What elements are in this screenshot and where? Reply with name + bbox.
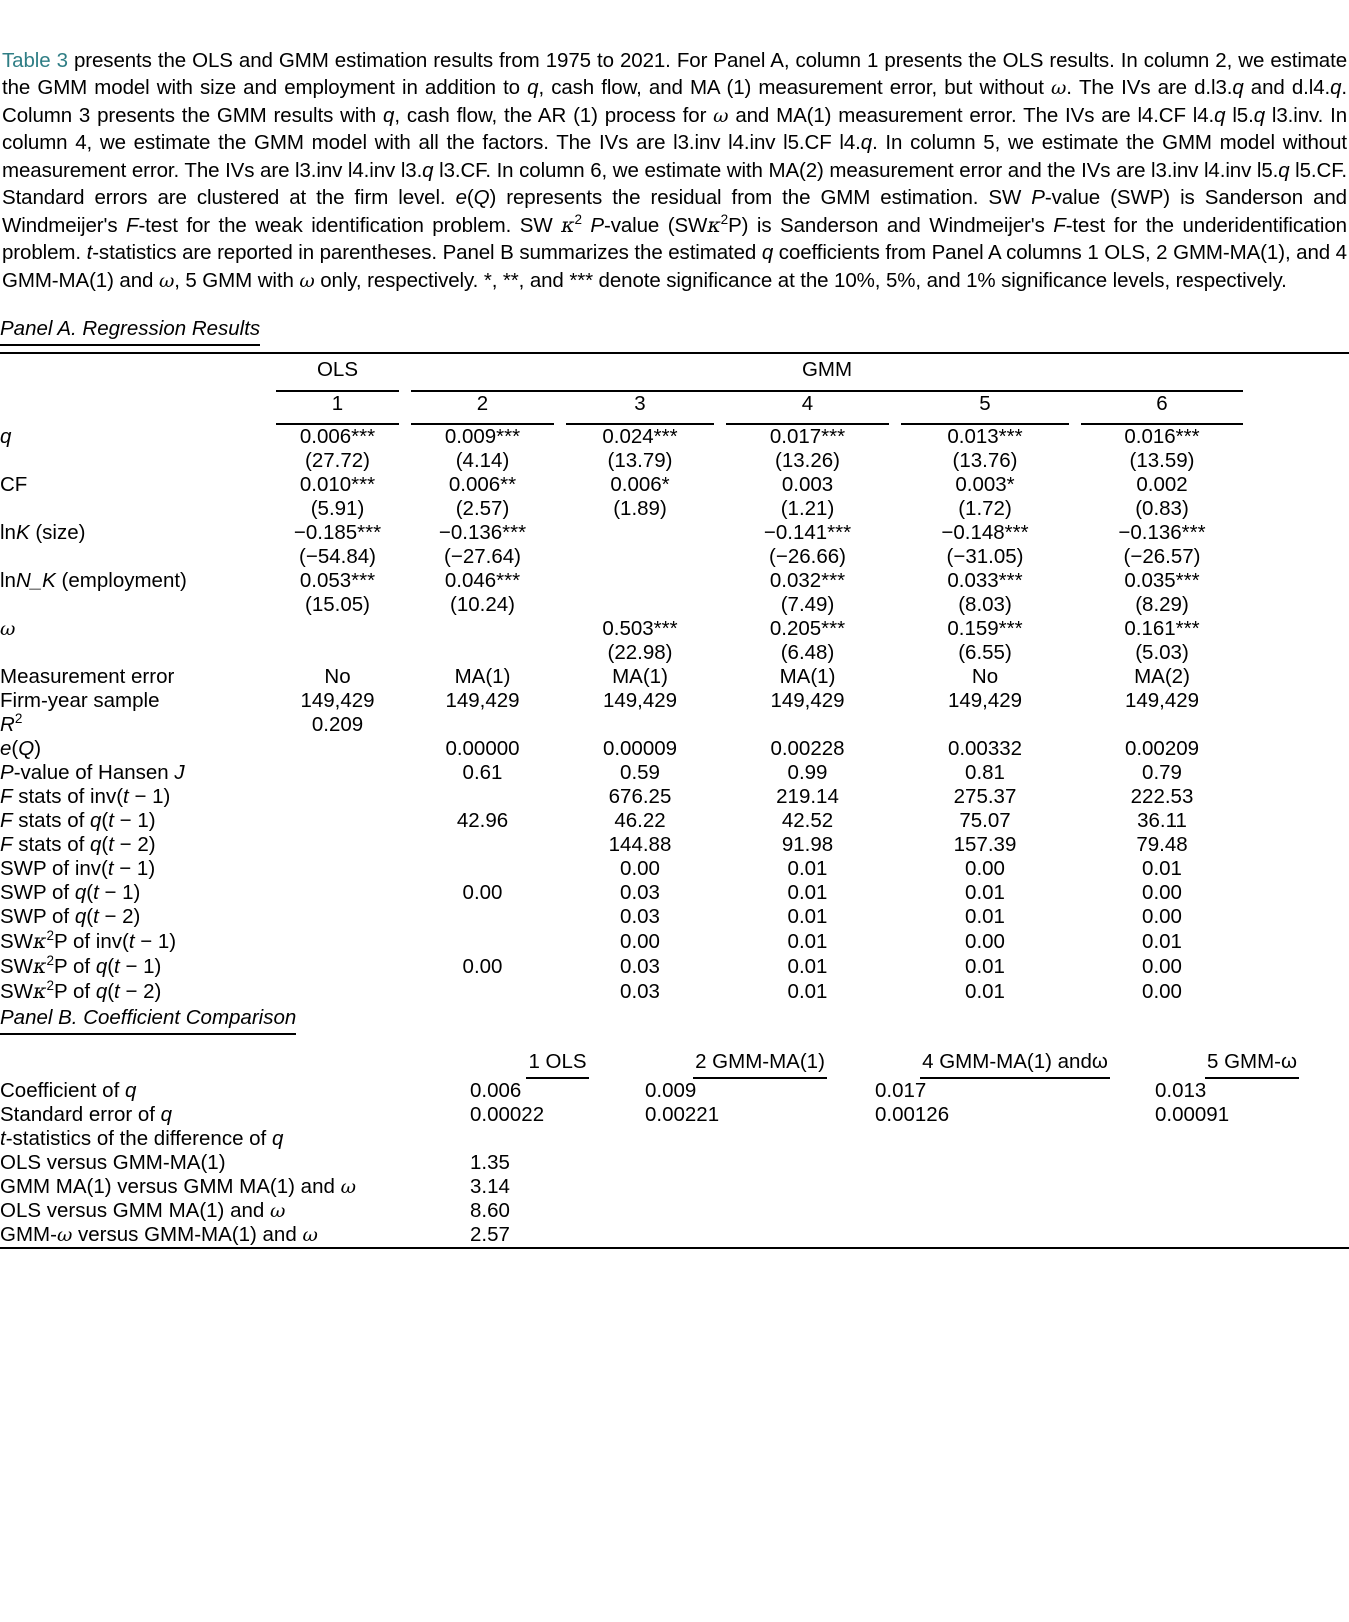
- caption-body: presents the OLS and GMM estimation results from 1975 to 2021. For Panel A, column 1 presents the OLS results. In column 2, we estimate the GMM model with size and employment in addition to q, cash flow, and MA (1) measurement error, but without ω. The IVs are d.l3.q and d.l4.q. Column 3 presents the GMM results with q, cash flow, the AR (1) process for ω and MA(1) measurement error. The IVs are l4.CF l4.q l5.q l3.inv. In column 4, we estimate the GMM model with all the factors. The IVs are l3.inv l4.inv l5.CF l4.q. In column 5, we estimate the GMM model without measurement error. The IVs are l3.inv l4.inv l3.q l3.CF. In column 6, we estimate with MA(2) measurement error and the IVs are l3.inv l4.inv l5.q l5.CF. Standard errors are clustered at the firm level. e(Q) represents the residual from the GMM estimation. SW P-value (SWP) is Sanderson and Windmeijer's F-test for the weak identification problem. SW $\kappa^2$ P-value (SWκ$^2$P) is Sanderson and Windmeijer's F-test for the underidentification problem. t-statistics are reported in parentheses. Panel B summarizes the estimated q coefficients from Panel A columns 1 OLS, 2 GMM-MA(1), and 4 GMM-MA(1) and ω, 5 GMM with ω only, respectively. *, **, and *** denote significance at the 10%, 5%, and 1% significance levels, respectively.: [2, 48, 1348, 292]
- col-header-5: 5: [979, 391, 991, 415]
- panel-b-cell: [875, 1127, 1155, 1151]
- tstat-cell: (−27.64): [444, 544, 521, 568]
- table-row: [0, 833, 1349, 857]
- coef-cell: 0.032***: [769, 568, 846, 592]
- stat-cell: 0.00: [965, 929, 1005, 953]
- coef-cell: [560, 569, 720, 593]
- stat-cell: 42.52: [781, 808, 834, 832]
- stat-cell: 91.98: [781, 832, 834, 856]
- column-number-rule-row: [0, 416, 1349, 425]
- panel-b-cell: 0.00221: [645, 1102, 720, 1126]
- table-row: [0, 761, 1349, 785]
- coef-cell: [270, 617, 405, 641]
- coef-cell: 0.016***: [1124, 424, 1200, 448]
- stat-cell: [270, 761, 405, 785]
- stat-cell: 144.88: [608, 832, 672, 856]
- coef-cell: 0.033***: [947, 568, 1023, 592]
- stat-cell: 676.25: [608, 784, 672, 808]
- table-row: [0, 593, 1349, 617]
- stat-cell: [405, 929, 560, 954]
- coef-cell: 0.205***: [769, 616, 846, 640]
- stat-cell: [270, 881, 405, 905]
- row-label: CF: [0, 472, 28, 496]
- stat-cell: 0.00: [1142, 880, 1182, 904]
- stat-cell: 0.01: [965, 880, 1005, 904]
- stat-cell: [405, 857, 560, 881]
- stat-cell: 149,429: [300, 688, 375, 712]
- row-label: OLS versus GMM-MA(1): [0, 1150, 226, 1174]
- panel-b-cell: [1155, 1175, 1349, 1199]
- row-label: Firm-year sample: [0, 688, 160, 712]
- coef-cell: 0.035***: [1124, 568, 1200, 592]
- table-row: [0, 881, 1349, 905]
- panel-b-cell: 1.35: [470, 1150, 510, 1174]
- tstat-cell: (15.05): [305, 592, 370, 616]
- stat-cell: [270, 905, 405, 929]
- tstat-cell: (1.72): [958, 496, 1012, 520]
- panel-b-cell: 0.00091: [1155, 1102, 1230, 1126]
- stat-cell: [405, 905, 560, 929]
- panel-b-table: [0, 1039, 1349, 1249]
- stat-cell: 0.00: [1142, 954, 1182, 978]
- stat-cell: 0.59: [620, 760, 660, 784]
- stat-cell: 0.01: [965, 979, 1005, 1003]
- row-label: GMM MA(1) versus GMM MA(1) and ω: [0, 1174, 356, 1198]
- stat-cell: 0.01: [787, 954, 828, 978]
- coef-cell: 0.002: [1136, 472, 1188, 496]
- tstat-cell: (6.48): [780, 640, 835, 664]
- row-label: F stats of q(t − 1): [0, 808, 156, 832]
- row-label: GMM-ω versus GMM-MA(1) and ω: [0, 1223, 470, 1248]
- table-row: [0, 473, 1349, 497]
- column-number-row: [0, 392, 1349, 416]
- tstat-cell: [560, 545, 720, 569]
- stat-cell: [405, 979, 560, 1004]
- table-row: [0, 449, 1349, 473]
- coef-cell: 0.009***: [444, 424, 521, 448]
- stat-cell: 0.01: [787, 929, 828, 953]
- col-header-3: 3: [634, 391, 646, 415]
- panel-b-col-3: [875, 1039, 1155, 1079]
- row-label: $R^2$: [0, 710, 23, 736]
- coef-cell: 0.003*: [955, 472, 1015, 496]
- tstat-cell: (2.57): [455, 496, 510, 520]
- row-label: SWP of inv(t − 1): [0, 856, 156, 880]
- panel-b-cell: [875, 1175, 1155, 1199]
- stat-cell: 0.00: [462, 954, 503, 978]
- tstat-cell: (0.83): [1135, 496, 1189, 520]
- stat-cell: 149,429: [445, 688, 520, 712]
- panel-b-title-wrap: [0, 1006, 1349, 1035]
- coef-cell: −0.141***: [763, 520, 852, 544]
- coef-cell: [405, 617, 560, 641]
- stat-cell: No: [324, 664, 351, 688]
- stat-cell: 0.00: [462, 880, 503, 904]
- tstat-cell: (10.24): [450, 592, 515, 616]
- panel-b-cell: 0.00126: [875, 1102, 950, 1126]
- coef-cell: 0.024***: [602, 424, 678, 448]
- stat-cell: 0.00: [1142, 979, 1182, 1003]
- stat-cell: 0.00: [620, 929, 660, 953]
- panel-b-cell: [645, 1175, 875, 1199]
- table-row: [0, 737, 1349, 761]
- coef-cell: −0.185***: [293, 520, 382, 544]
- tstat-cell: [270, 641, 405, 665]
- panel-b-cell: [1155, 1199, 1349, 1223]
- stat-cell: 0.209: [311, 712, 364, 736]
- table-row: [0, 1079, 1349, 1103]
- stat-cell: [720, 713, 895, 737]
- table-row: [0, 1151, 1349, 1175]
- panel-b-cell: [875, 1151, 1155, 1175]
- row-label: q: [0, 424, 12, 448]
- stat-cell: 36.11: [1137, 808, 1187, 832]
- panel-b-cell: [470, 1127, 645, 1151]
- stat-cell: 0.01: [1142, 929, 1182, 953]
- table-row: [0, 905, 1349, 929]
- stat-cell: [270, 954, 405, 979]
- panel-b-col-2-label: 2 GMM-MA(1): [693, 1050, 827, 1079]
- row-label: P-value of Hansen J: [0, 760, 185, 784]
- panel-b-cell: 8.60: [470, 1198, 510, 1222]
- coef-cell: [560, 521, 720, 545]
- panel-b-cell: [1155, 1151, 1349, 1175]
- panel-b-cell: [1155, 1127, 1349, 1151]
- tstat-cell: [560, 593, 720, 617]
- coef-cell: 0.017***: [769, 424, 846, 448]
- stat-cell: [270, 809, 405, 833]
- panel-b-cell: [875, 1223, 1155, 1248]
- stat-cell: 0.01: [787, 904, 828, 928]
- panel-b-col-1-label: 1 OLS: [526, 1050, 588, 1079]
- panel-b-cell: [645, 1151, 875, 1175]
- coef-cell: −0.136***: [1118, 520, 1206, 544]
- stat-cell: 0.79: [1142, 760, 1182, 784]
- row-label: SWκ$^2$P of inv(t − 1): [0, 927, 177, 953]
- panel-b-cell: 0.013: [1155, 1078, 1207, 1102]
- stat-cell: 79.48: [1136, 832, 1188, 856]
- stat-cell: 0.03: [620, 904, 660, 928]
- table-row: [0, 689, 1349, 713]
- stat-cell: MA(2): [1134, 664, 1190, 688]
- stat-cell: 0.00: [620, 856, 660, 880]
- coef-cell: 0.006***: [299, 424, 376, 448]
- table-row: [0, 1103, 1349, 1127]
- stat-cell: 46.22: [614, 808, 666, 832]
- tstat-cell: (1.89): [613, 496, 667, 520]
- table-row: [0, 1223, 1349, 1248]
- stat-cell: No: [971, 664, 999, 688]
- table-row: [0, 954, 1349, 979]
- tstat-cell: (7.49): [780, 592, 835, 616]
- stat-cell: [405, 713, 560, 737]
- row-label: ω: [0, 617, 16, 640]
- panel-b-col-3-label: 4 GMM-MA(1) andω: [920, 1050, 1110, 1079]
- stat-cell: 0.00: [1142, 904, 1182, 928]
- stat-cell: [270, 929, 405, 954]
- row-label: SWκ$^2$P of q(t − 2): [0, 977, 162, 1003]
- coef-cell: 0.503***: [602, 616, 678, 640]
- tstat-cell: [405, 641, 560, 665]
- tstat-cell: (−26.66): [769, 544, 846, 568]
- coef-cell: 0.006**: [448, 472, 517, 496]
- panel-b-cell: 0.00022: [470, 1102, 545, 1126]
- stat-cell: 0.00: [965, 856, 1005, 880]
- stat-cell: [560, 713, 720, 737]
- table-row: [0, 857, 1349, 881]
- table-row: [0, 569, 1349, 593]
- table-row: [0, 1175, 1349, 1199]
- coef-cell: 0.013***: [947, 424, 1023, 448]
- spanner-label-row: [0, 358, 1349, 382]
- tstat-cell: (6.55): [958, 640, 1012, 664]
- table-row: [0, 929, 1349, 954]
- spanner-ols: OLS: [316, 357, 359, 381]
- col-header-4: 4: [801, 391, 814, 415]
- row-label: Measurement error: [0, 664, 175, 688]
- table-row: [0, 665, 1349, 689]
- tstat-cell: (27.72): [305, 448, 370, 472]
- panel-b-cell: [645, 1223, 875, 1248]
- stat-cell: [895, 713, 1075, 737]
- stat-cell: [270, 979, 405, 1004]
- spanner-rule-row: [0, 382, 1349, 392]
- rule-under-ols: [270, 382, 405, 392]
- row-label: t-statistics of the difference of q: [0, 1126, 284, 1150]
- panel-a-table: [0, 352, 1349, 1004]
- panel-b-cell: 0.006: [470, 1078, 522, 1102]
- stat-cell: 0.99: [787, 760, 828, 784]
- stat-cell: 0.03: [620, 979, 660, 1003]
- col-header-6: 6: [1156, 391, 1168, 415]
- panel-b-cell: 3.14: [470, 1174, 510, 1198]
- tstat-cell: (13.76): [952, 448, 1018, 472]
- row-label: lnK (size): [0, 520, 86, 544]
- stat-cell: 0.00228: [770, 736, 845, 760]
- rule-under-gmm: [405, 382, 1249, 392]
- row-label: SWP of q(t − 1): [0, 880, 141, 904]
- table-row: [0, 809, 1349, 833]
- stat-cell: [270, 857, 405, 881]
- table-row: [0, 617, 1349, 641]
- tstat-cell: (−54.84): [299, 544, 376, 568]
- table-row: [0, 545, 1349, 569]
- panel-b-col-2: [645, 1039, 875, 1079]
- stat-cell: MA(1): [779, 664, 836, 688]
- panel-b-header-row: [0, 1039, 1349, 1079]
- col-header-1: 1: [331, 391, 344, 415]
- coef-cell: 0.053***: [299, 568, 376, 592]
- panel-b-cell: 0.017: [875, 1078, 927, 1102]
- coef-cell: 0.159***: [947, 616, 1023, 640]
- coef-cell: 0.046***: [444, 568, 521, 592]
- row-label: OLS versus GMM MA(1) and ω: [0, 1198, 286, 1222]
- tstat-cell: (5.91): [310, 496, 365, 520]
- coef-cell: 0.161***: [1124, 616, 1200, 640]
- tstat-cell: (13.79): [607, 448, 673, 472]
- table-row: [0, 1127, 1349, 1151]
- table-row: [0, 497, 1349, 521]
- panel-b-cell: [645, 1199, 875, 1223]
- row-label: F stats of inv(t − 1): [0, 784, 171, 808]
- panel-a-title-wrap: [0, 317, 1349, 346]
- coef-cell: −0.148***: [941, 520, 1029, 544]
- stat-cell: 75.07: [959, 808, 1011, 832]
- tstat-cell: (5.03): [1135, 640, 1189, 664]
- stat-cell: MA(1): [612, 664, 668, 688]
- spanner-gmm: GMM: [801, 357, 853, 381]
- row-label: SWP of q(t − 2): [0, 904, 141, 928]
- tstat-cell: (8.03): [958, 592, 1012, 616]
- stat-cell: 0.01: [965, 954, 1005, 978]
- row-label: F stats of q(t − 2): [0, 832, 156, 856]
- stat-cell: 149,429: [947, 688, 1023, 712]
- panel-b-cell: [1155, 1223, 1349, 1248]
- stat-cell: 0.01: [787, 979, 828, 1003]
- stat-cell: 0.03: [620, 880, 660, 904]
- stat-cell: 0.00009: [602, 736, 678, 760]
- tstat-cell: (4.14): [455, 448, 510, 472]
- table-row: [0, 713, 1349, 737]
- tstat-cell: (13.26): [775, 448, 840, 472]
- table-row: [0, 641, 1349, 665]
- stat-cell: 149,429: [602, 688, 678, 712]
- stat-cell: [405, 833, 560, 857]
- row-label: e(Q): [0, 736, 42, 760]
- coef-cell: 0.003: [781, 472, 834, 496]
- stat-cell: [270, 785, 405, 809]
- panel-b-cell: 0.009: [645, 1078, 697, 1102]
- panel-b-col-4: [1155, 1039, 1349, 1079]
- stat-cell: 0.01: [965, 904, 1005, 928]
- table-row: [0, 785, 1349, 809]
- stat-cell: 0.00209: [1124, 736, 1200, 760]
- col-header-2: 2: [476, 391, 489, 415]
- coef-cell: 0.010***: [299, 472, 376, 496]
- tstat-cell: (8.29): [1135, 592, 1189, 616]
- stat-cell: 157.39: [953, 832, 1017, 856]
- stat-cell: 222.53: [1130, 784, 1194, 808]
- stat-cell: 149,429: [1124, 688, 1200, 712]
- stat-cell: 0.61: [462, 760, 503, 784]
- stat-cell: 0.00332: [947, 736, 1023, 760]
- stat-cell: [270, 833, 405, 857]
- row-label: Standard error of q: [0, 1102, 173, 1126]
- stat-cell: 0.00000: [445, 736, 520, 760]
- row-label: SWκ$^2$P of q(t − 1): [0, 952, 162, 978]
- coef-cell: 0.006*: [610, 472, 670, 496]
- stat-cell: 0.01: [1142, 856, 1182, 880]
- row-label: Coefficient of q: [0, 1078, 137, 1102]
- table-row: [0, 979, 1349, 1004]
- stat-cell: 0.81: [965, 760, 1005, 784]
- table-row: [0, 425, 1349, 449]
- panel-b-col-1: [470, 1039, 645, 1079]
- tstat-cell: (−26.57): [1123, 544, 1201, 568]
- stat-cell: [270, 737, 405, 761]
- panel-a-title: Panel A. Regression Results: [0, 317, 260, 346]
- panel-b-col-4-label: 5 GMM-ω: [1205, 1050, 1299, 1079]
- tstat-cell: (22.98): [607, 640, 673, 664]
- stat-cell: 219.14: [776, 784, 839, 808]
- coef-cell: −0.136***: [438, 520, 527, 544]
- table-row: [0, 521, 1349, 545]
- panel-b-cell: 2.57: [470, 1223, 645, 1248]
- stat-cell: MA(1): [454, 664, 511, 688]
- stat-cell: 42.96: [456, 808, 509, 832]
- table-row: [0, 1199, 1349, 1223]
- table-caption: [0, 47, 1349, 295]
- tstat-cell: (−31.05): [946, 544, 1024, 568]
- stat-cell: [405, 785, 560, 809]
- row-label: lnN_K (employment): [0, 568, 187, 592]
- panel-b-title: Panel B. Coefficient Comparison: [0, 1006, 296, 1035]
- stat-cell: [1075, 713, 1249, 737]
- stat-cell: 0.03: [620, 954, 660, 978]
- panel-b-cell: [645, 1127, 875, 1151]
- panel-b-cell: [875, 1199, 1155, 1223]
- tstat-cell: (13.59): [1129, 448, 1195, 472]
- stat-cell: 275.37: [953, 784, 1017, 808]
- stat-cell: 0.01: [787, 880, 828, 904]
- tstat-cell: (1.21): [780, 496, 835, 520]
- stat-cell: 149,429: [770, 688, 845, 712]
- table-number-link[interactable]: Table 3: [2, 48, 68, 72]
- stat-cell: 0.01: [787, 856, 828, 880]
